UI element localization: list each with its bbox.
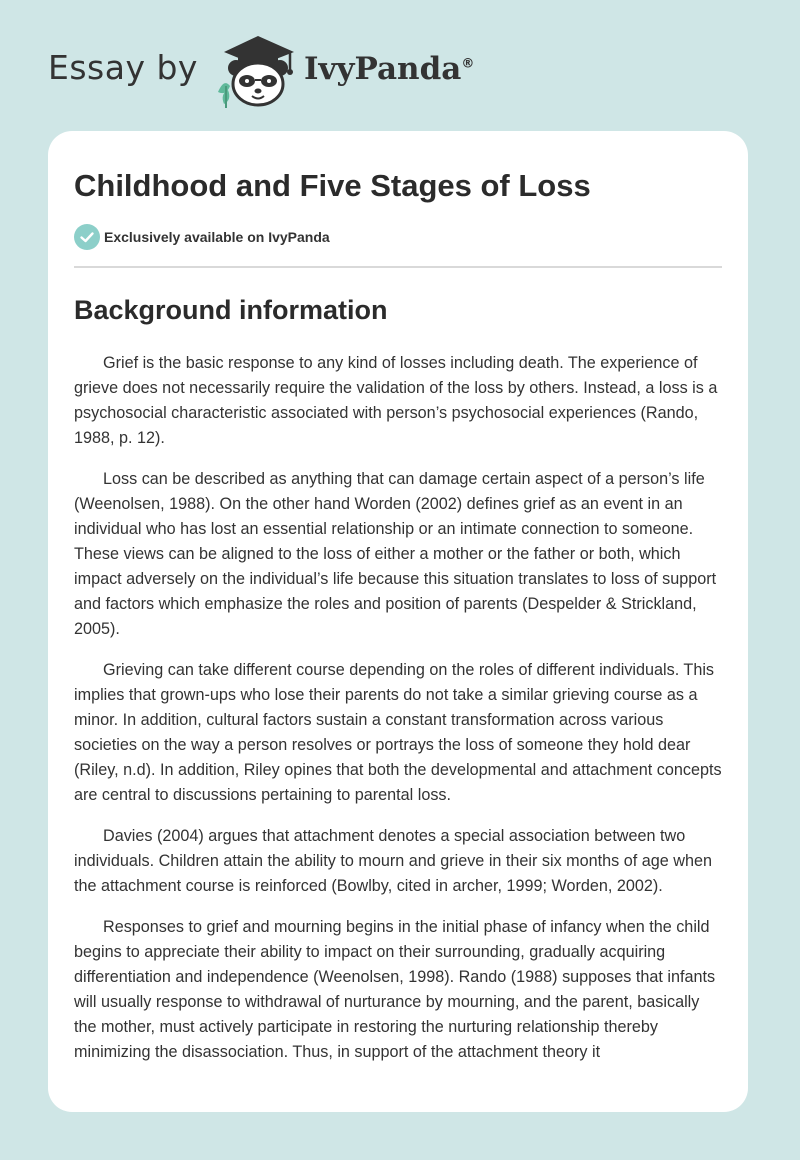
brand-name: IvyPanda® — [303, 51, 475, 87]
exclusive-badge — [74, 224, 722, 250]
body-paragraph: Davies (2004) argues that attachment denotes a special association between two individuals. Children attain the ability to mourn and grieve in their six months of age when the attachment course is reinforced (Bowlby, cited in archer, 1999; Worden, 2002). — [74, 827, 712, 895]
section-heading: Background information — [74, 295, 388, 325]
essay-card — [48, 131, 748, 1112]
essay-body — [74, 351, 722, 1065]
panda-logo-icon[interactable] — [214, 30, 302, 110]
body-paragraph: Grieving can take different course depending on the roles of different individuals. This implies that grown-ups who lose their parents do not take a similar grieving course as a minor. In addition, cultural factors sustain a constant transformation across various societies on the way a person resolves or portrays the loss of someone they hold dear (Riley, n.d). In addition, Riley opines that both the developmental and attachment concepts are central to discussions pertaining to parental loss. — [74, 661, 722, 804]
essay-by-label: Essay by — [48, 47, 198, 87]
check-circle-icon — [74, 224, 100, 250]
site-header — [48, 30, 474, 110]
body-paragraph: Grief is the basic response to any kind of losses including death. The experience of grieve does not necessarily require the validation of the loss by others. Instead, a loss is a psychosocial characteristic associated with person’s psychosocial experiences (Rando, 1988, p. 12). — [74, 354, 718, 447]
title-divider — [74, 266, 722, 268]
essay-title: Childhood and Five Stages of Loss — [74, 168, 591, 203]
body-paragraph: Responses to grief and mourning begins in the initial phase of infancy when the child begins to appreciate their ability to impact on their surrounding, gradually acquiring differentiation and independence (Weenolsen, 1998). Rando (1988) supposes that infants will usually response to withdrawal of nurturance by mourning, and the parent, basically the mother, must actively participate in restoring the nurturing relationship thereby minimizing the disassociation. Thus, in support of the attachment theory it — [74, 918, 716, 1061]
body-paragraph: Loss can be described as anything that can damage certain aspect of a person’s life (Weenolsen, 1988). On the other hand Worden (2002) defines grief as an event in an individual who has lost an essential relationship or an intimate connection to someone. These views can be aligned to the loss of either a mother or the father or both, which impact adversely on the individual’s life because this situation translates to loss of support and factors which emphasize the roles and position of parents (Despelder & Strickland, 2005). — [74, 470, 717, 638]
exclusive-label: Exclusively available on IvyPanda — [104, 229, 330, 245]
